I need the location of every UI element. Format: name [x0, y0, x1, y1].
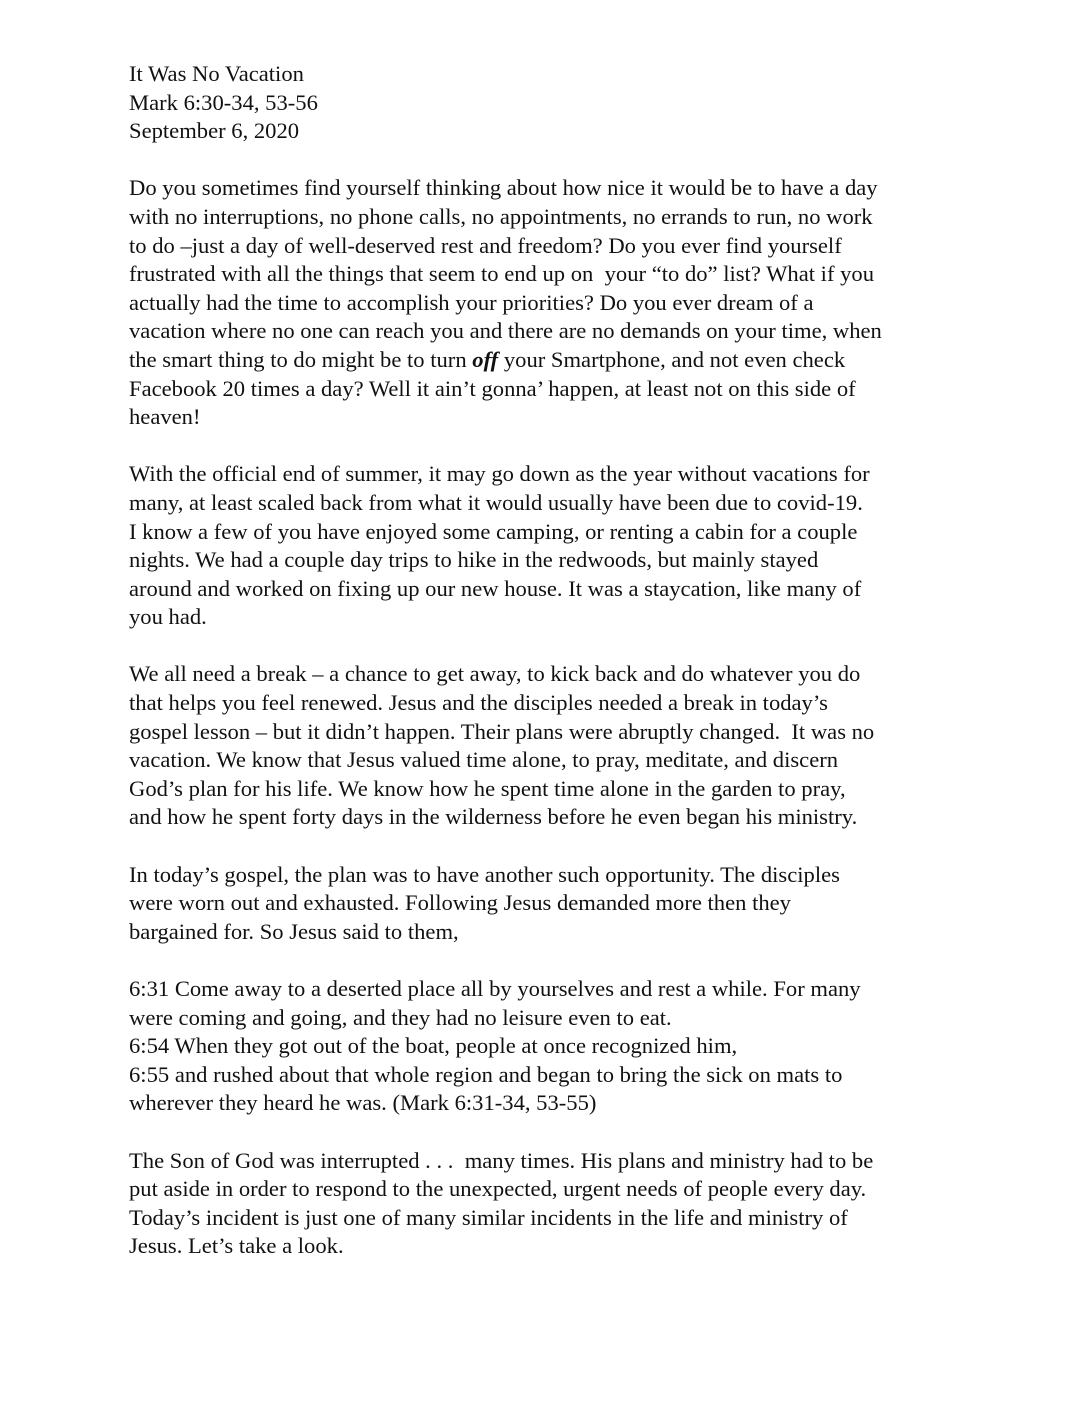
paragraph-line: In today’s gospel, the plan was to have another such opportunity. The disciples [129, 861, 840, 887]
paragraph-line: God’s plan for his life. We know how he spent time alone in the garden to pray, [129, 775, 846, 801]
paragraph-line: with no interruptions, no phone calls, no appointments, no errands to run, no work [129, 203, 873, 229]
paragraph-line: heaven! [129, 404, 201, 430]
emphasized-word: off [472, 346, 499, 372]
paragraph-line: nights. We had a couple day trips to hike in the redwoods, but mainly stayed [129, 547, 819, 573]
document-body [129, 60, 1009, 1290]
paragraph-line: Today’s incident is just one of many similar incidents in the life and ministry of [129, 1204, 848, 1230]
paragraph-line: were worn out and exhausted. Following Jesus demanded more then they [129, 890, 791, 916]
paragraph-line: We all need a break – a chance to get away, to kick back and do whatever you do [129, 661, 861, 687]
paragraph-line: Facebook 20 times a day? Well it ain’t gonna’ happen, at least not on this side of [129, 375, 856, 401]
paragraph-line: gospel lesson – but it didn’t happen. Their plans were abruptly changed. It was no [129, 718, 875, 744]
paragraph-line: and how he spent forty days in the wilderness before he even began his ministry. [129, 804, 858, 830]
paragraph-line: to do –just a day of well-deserved rest and freedom? Do you ever find yourself [129, 232, 842, 258]
verse-line: 6:31 Come away to a deserted place all by yourselves and rest a while. For many [129, 976, 861, 1001]
verse-line: 6:54 When they got out of the boat, people at once recognized him, [129, 1033, 738, 1059]
paragraph-line: bargained for. So Jesus said to them, [129, 918, 459, 944]
paragraph-line: put aside in order to respond to the unexpected, urgent needs of people every day. [129, 1176, 867, 1202]
paragraph-line: The Son of God was interrupted . . . many times. His plans and ministry had to be [129, 1147, 874, 1173]
sermon-title: It Was No Vacation [129, 61, 304, 86]
paragraph-line: vacation where no one can reach you and there are no demands on your time, when [129, 318, 882, 344]
paragraph-line: With the official end of summer, it may go down as the year without vacations for [129, 461, 870, 487]
paragraph-line: Do you sometimes find yourself thinking about how nice it would be to have a day [129, 175, 878, 201]
paragraph-4 [129, 861, 1009, 947]
paragraph-2 [129, 460, 1009, 632]
verse-line: 6:55 and rushed about that whole region and began to bring the sick on mats to [129, 1061, 843, 1087]
scripture-reference: Mark 6:30-34, 53-56 [129, 89, 318, 115]
paragraph-line: many, at least scaled back from what it would usually have been due to covid-19. [129, 489, 863, 515]
verse-line: wherever they heard he was. (Mark 6:31-34, 53-55) [129, 1090, 597, 1116]
paragraph-3 [129, 660, 1009, 832]
sermon-header [129, 60, 1009, 146]
paragraph-5 [129, 1147, 1009, 1261]
verse-line: were coming and going, and they had no leisure even to eat. [129, 1004, 672, 1030]
paragraph-line: I know a few of you have enjoyed some camping, or renting a cabin for a couple [129, 518, 858, 544]
paragraph-line: that helps you feel renewed. Jesus and the disciples needed a break in today’s [129, 690, 828, 716]
paragraph-line: actually had the time to accomplish your priorities? Do you ever dream of a [129, 289, 814, 315]
scripture-quote [129, 975, 1009, 1118]
paragraph-1 [129, 174, 1009, 431]
paragraph-line: around and worked on fixing up our new house. It was a staycation, like many of [129, 575, 862, 601]
paragraph-line-with-emphasis [129, 346, 1009, 375]
sermon-date: September 6, 2020 [129, 118, 300, 144]
paragraph-line: frustrated with all the things that seem to end up on your “to do” list? What if you [129, 261, 875, 287]
paragraph-line: you had. [129, 604, 207, 630]
paragraph-line: vacation. We know that Jesus valued time alone, to pray, meditate, and discern [129, 747, 839, 773]
line-text-after: your Smartphone, and not even check [498, 346, 846, 372]
paragraph-line: Jesus. Let’s take a look. [129, 1233, 344, 1259]
line-text-before: the smart thing to do might be to turn [129, 346, 473, 372]
